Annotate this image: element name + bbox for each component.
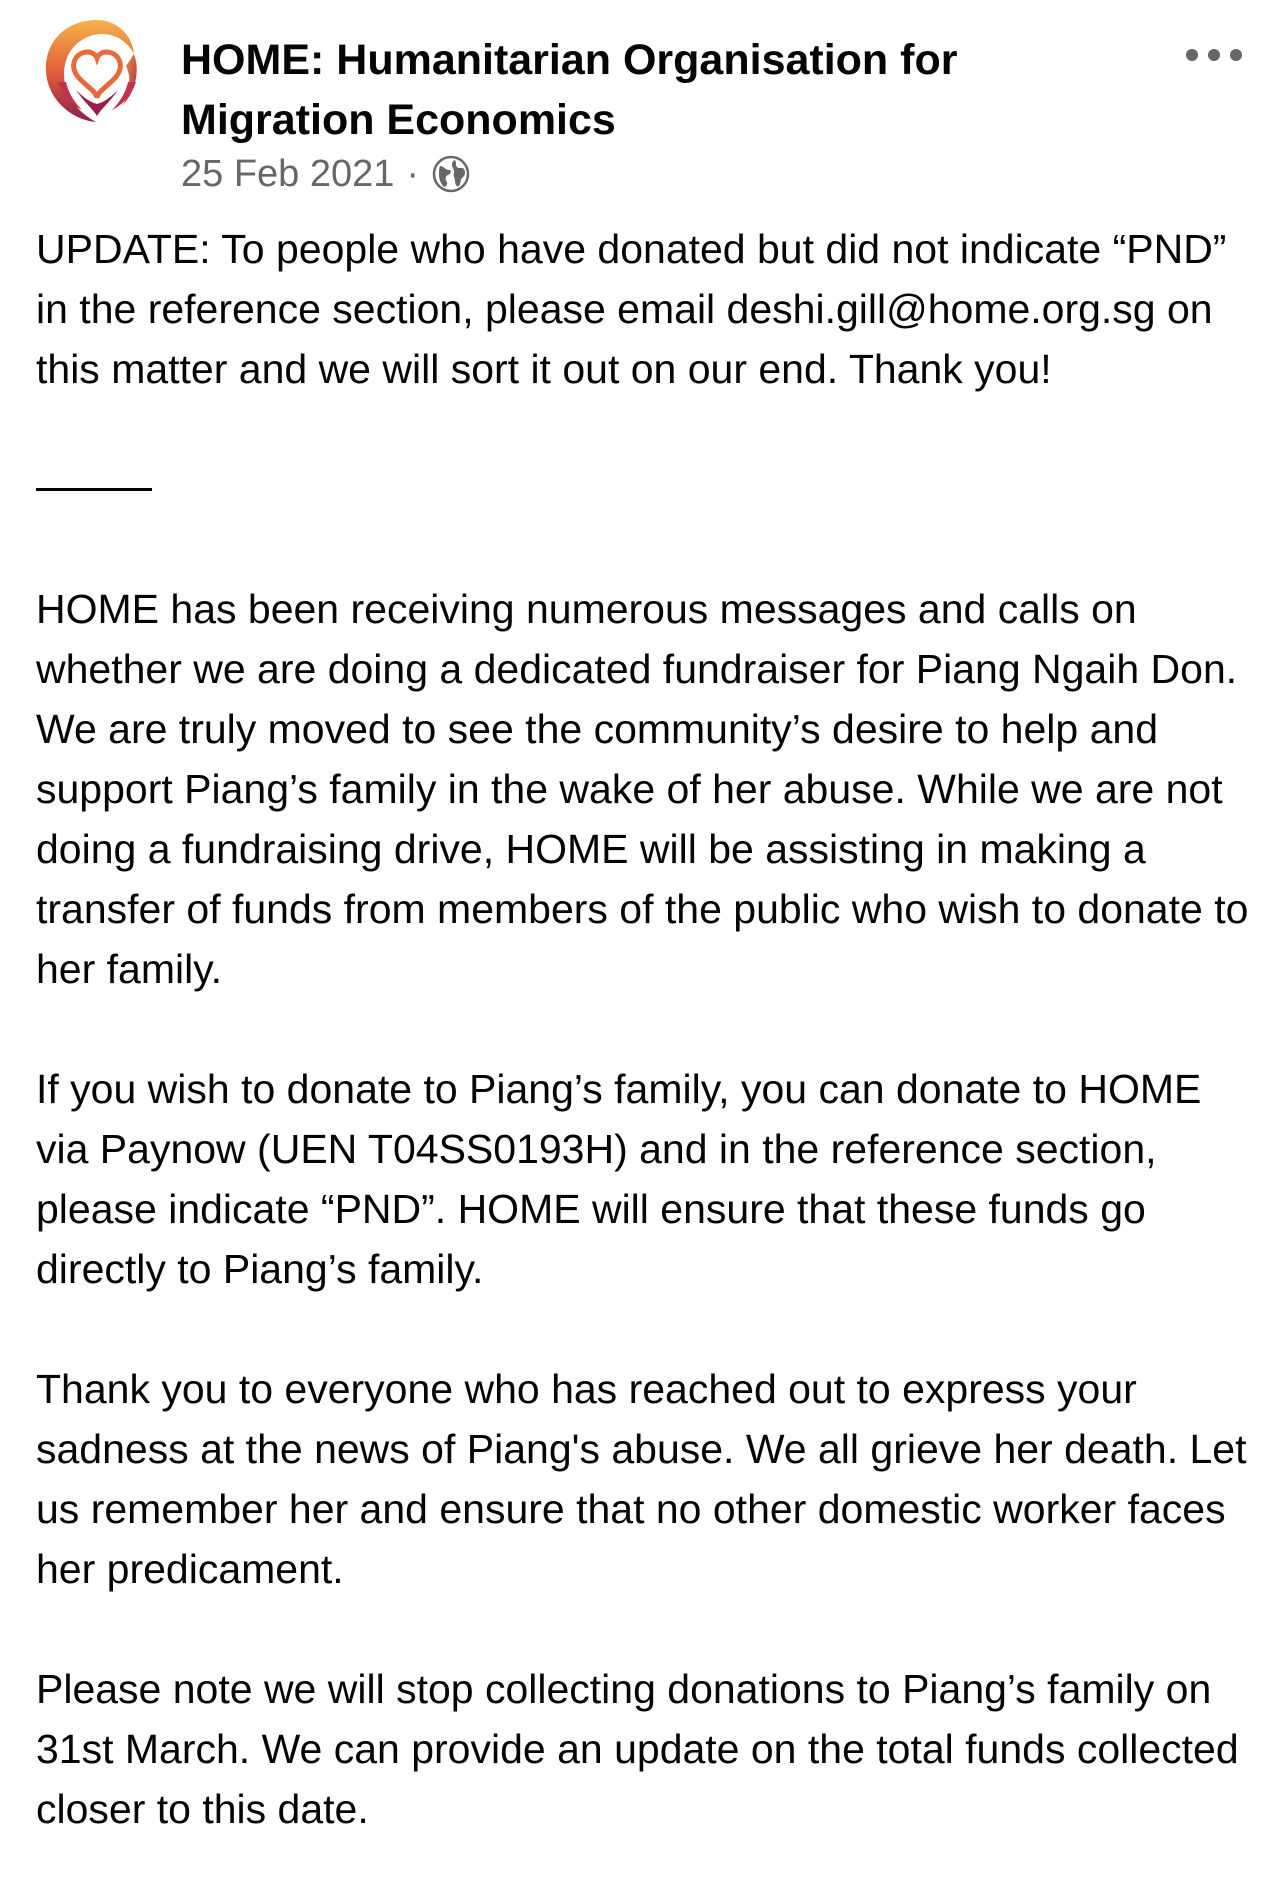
more-options-icon[interactable] — [1182, 40, 1246, 70]
post-paragraph-thanks: Thank you to everyone who has reached out to express your sadness at the news of Piang's abuse. We all grieve her death. Let us remember her and ensure that no other domestic worker faces her predicament. — [36, 1366, 1247, 1592]
page-avatar[interactable] — [36, 12, 158, 134]
divider-line — [36, 488, 152, 491]
page-name[interactable]: HOME: Humanitarian Organisation for Migration Economics — [181, 36, 958, 144]
home-phoenix-logo — [36, 12, 158, 134]
post-meta — [181, 149, 471, 199]
post-date[interactable]: 25 Feb 2021 — [181, 152, 395, 195]
post-paragraph-donate: If you wish to donate to Piang’s family, you can donate to HOME via Paynow (UEN T04SS0193H) and in the reference section, please indicate “PND”. HOME will ensure that these funds go directly to Piang’s family. — [36, 1066, 1202, 1292]
post-paragraph-deadline: Please note we will stop collecting donations to Piang’s family on 31st March. We can provide an update on the total funds collected closer to this date. — [36, 1666, 1239, 1832]
post-paragraph-update: UPDATE: To people who have donated but did not indicate “PND” in the reference section, please email deshi.gill@home.org.sg on this matter and we will sort it out on our end. Thank you! — [36, 226, 1227, 392]
meta-separator: · — [406, 152, 420, 195]
globe-icon[interactable] — [431, 154, 471, 194]
divider — [36, 459, 1256, 519]
post-header — [36, 12, 1246, 202]
post-body — [36, 219, 1256, 1895]
post-paragraph-intro: HOME has been receiving numerous messages and calls on whether we are doing a dedicated fundraiser for Piang Ngaih Don. We are truly moved to see the community’s desire to help and support Piang’s family in the wake of her abuse. While we are not doing a fundraising drive, HOME will be assisting in making a transfer of funds from members of the public who wish to donate to her family. — [36, 586, 1249, 992]
